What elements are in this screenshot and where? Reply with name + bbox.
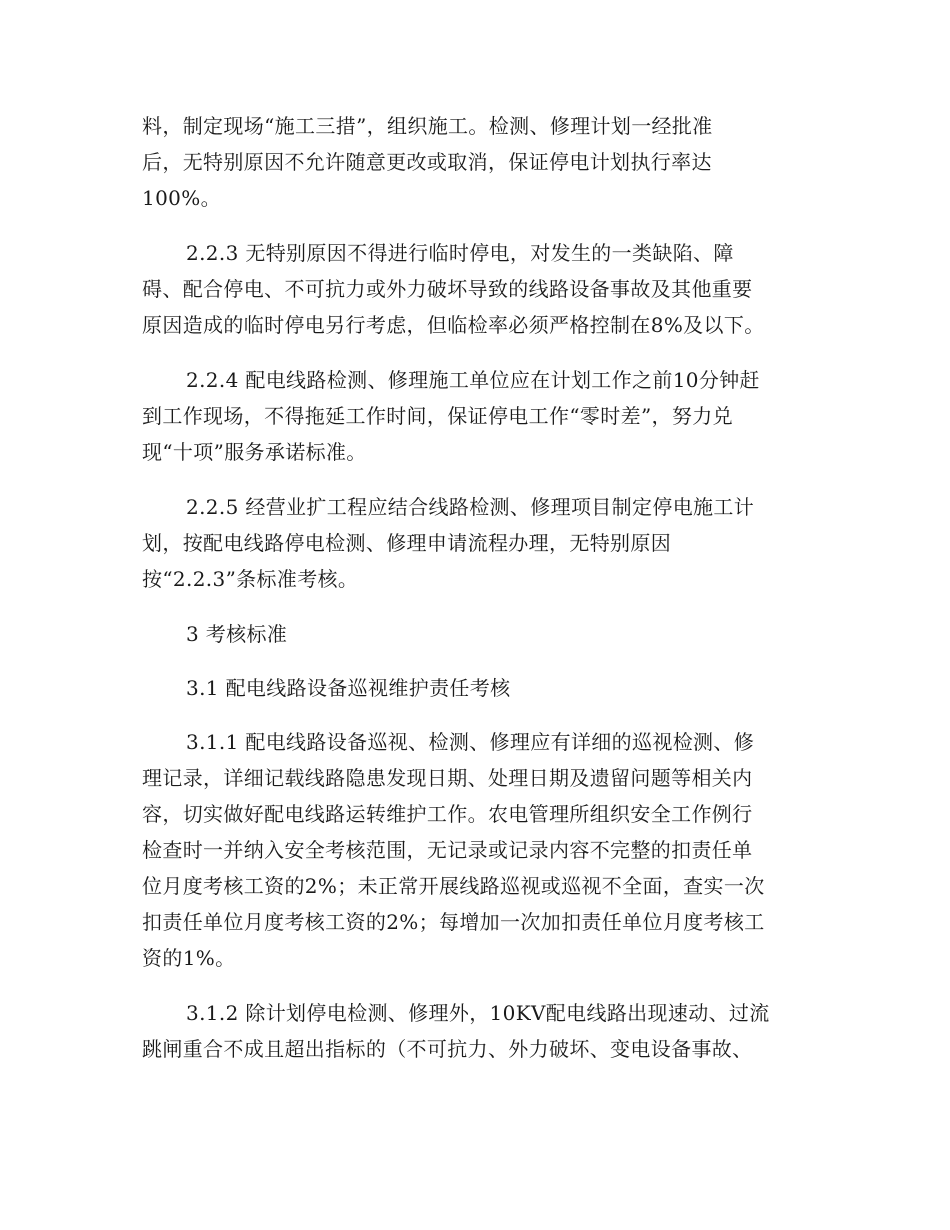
text-line: 碍、配合停电、不可抗力或外力破坏导致的线路设备事故及其他重要 (142, 277, 753, 301)
section-heading-3 (142, 616, 802, 652)
text-line: 检查时一并纳入安全考核范围，无记录或记录内容不完整的扣责任单 (142, 838, 753, 862)
text-line: 3.1.2 除计划停电检测、修理外，10KV配电线路出现速动、过流 (186, 1001, 770, 1025)
heading-text: 3.1 配电线路设备巡视维护责任考核 (186, 676, 511, 700)
heading-text: 3 考核标准 (186, 622, 288, 646)
text-line: 扣责任单位月度考核工资的2%；每增加一次加扣责任单位月度考核工 (142, 910, 765, 934)
text-line: 2.2.3 无特别原因不得进行临时停电，对发生的一类缺陷、障 (186, 241, 734, 265)
text-line: 2.2.5 经营业扩工程应结合线路检测、修理项目制定停电施工计 (186, 495, 755, 519)
text-line: 划，按配电线路停电检测、修理申请流程办理，无特别原因 (142, 531, 672, 555)
text-line: 后，无特别原因不允许随意更改或取消，保证停电计划执行率达 (142, 150, 712, 174)
paragraph-2-2-5 (142, 489, 802, 597)
text-line: 到工作现场，不得拖延工作时间，保证停电工作“零时差”，努力兑 (142, 404, 733, 428)
text-line: 现“十项”服务承诺标准。 (142, 440, 367, 464)
text-line: 资的1%。 (142, 946, 236, 970)
paragraph-2-2-3 (142, 235, 802, 343)
paragraph-3-1-1 (142, 724, 802, 976)
text-line: 原因造成的临时停电另行考虑，但临检率必须严格控制在8%及以下。 (142, 313, 765, 337)
text-line: 容，切实做好配电线路运转维护工作。农电管理所组织安全工作例行 (142, 802, 753, 826)
text-line: 跳闸重合不成且超出指标的（不可抗力、外力破坏、变电设备事故、 (142, 1037, 753, 1061)
text-line: 位月度考核工资的2%；未正常开展线路巡视或巡视不全面，查实一次 (142, 874, 765, 898)
text-line: 理记录，详细记载线路隐患发现日期、处理日期及遗留问题等相关内 (142, 766, 753, 790)
paragraph-2-2-4 (142, 362, 802, 470)
text-line: 料，制定现场“施工三措”，组织施工。检测、修理计划一经批准 (142, 114, 713, 138)
text-line: 2.2.4 配电线路检测、修理施工单位应在计划工作之前10分钟赶 (186, 368, 760, 392)
text-line: 3.1.1 配电线路设备巡视、检测、修理应有详细的巡视检测、修 (186, 730, 755, 754)
paragraph-3-1-2 (142, 995, 802, 1067)
paragraph-continuation (142, 108, 802, 216)
section-heading-3-1 (142, 670, 802, 706)
text-line: 100%。 (142, 186, 221, 210)
text-line: 按“2.2.3”条标准考核。 (142, 567, 359, 591)
